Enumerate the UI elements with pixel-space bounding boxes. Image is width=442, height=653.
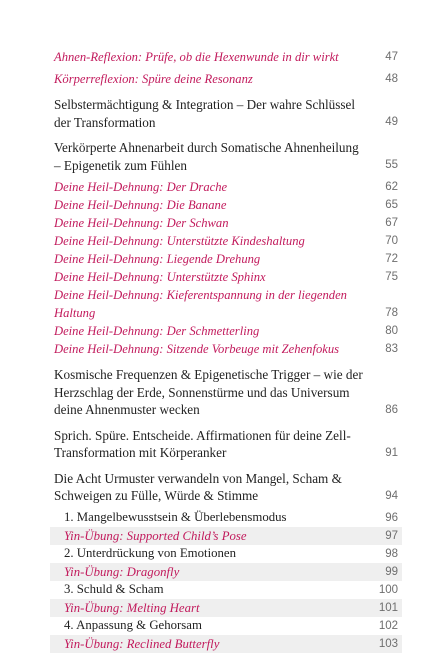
toc-entry-page: 101 <box>378 601 398 614</box>
toc-entry-page: 49 <box>385 116 398 128</box>
toc-entry-title: Körperreflexion: Spüre deine Resonanz <box>54 72 253 86</box>
toc-entry-title: Deine Heil-Dehnung: Die Banane <box>54 198 227 212</box>
toc-entry-title: Yin-Übung: Dragonfly <box>64 564 180 579</box>
toc-entry-title: Deine Heil-Dehnung: Unterstützte Sphinx <box>54 270 266 284</box>
toc-entry[interactable] <box>54 340 398 358</box>
toc-entry-title: Yin-Übung: Reclined Butterfly <box>64 636 220 651</box>
toc-entry[interactable] <box>54 70 398 88</box>
toc-entry[interactable] <box>54 178 398 196</box>
toc-entry-page: 72 <box>385 253 398 265</box>
toc-entry-page: 67 <box>385 217 398 229</box>
toc-entry-title: Deine Heil-Dehnung: Der Schwan <box>54 216 229 230</box>
toc-entry[interactable] <box>50 635 402 653</box>
toc-entry-title: Verkörperte Ahnenarbeit durch Somatische Ahnenheilung – Epigenetik zum Fühlen <box>54 140 359 173</box>
toc-entry-title: 2. Unterdrückung von Emotionen <box>64 546 237 560</box>
toc-entry[interactable] <box>54 470 398 505</box>
toc-entry[interactable] <box>50 599 402 617</box>
toc-entry-page: 103 <box>378 637 398 650</box>
toc-entry[interactable] <box>54 214 398 232</box>
toc-entry-title: Selbstermächtigung & Integration – Der wahre Schlüssel der Transformation <box>54 97 356 130</box>
toc-entry-page: 86 <box>385 403 398 416</box>
toc-entry[interactable] <box>50 563 402 581</box>
toc-entry[interactable] <box>54 96 398 131</box>
toc-entry-title: Yin-Übung: Supported Child’s Pose <box>64 528 247 543</box>
toc-entry[interactable] <box>54 617 398 635</box>
toc-entry[interactable] <box>54 509 398 527</box>
toc-entry[interactable] <box>54 232 398 250</box>
toc-entry[interactable] <box>54 196 398 214</box>
toc-entry[interactable] <box>54 268 398 286</box>
toc-entry-page: 96 <box>385 511 398 524</box>
toc-entry-title: Deine Heil-Dehnung: Sitzende Vorbeuge mit Zehenfokus <box>54 342 340 356</box>
toc-entry-page: 78 <box>385 307 398 319</box>
toc-entry-page: 75 <box>385 271 398 283</box>
toc-entry-title: Kosmische Frequenzen & Epigenetische Trigger – wie der Herzschlag der Erde, Sonnenstürme und das Universum deine Ahnenmuster wecken <box>54 367 363 417</box>
toc-entry[interactable] <box>54 48 398 66</box>
table-of-contents <box>54 48 398 653</box>
toc-entry-title: 4. Anpassung & Gehorsam <box>64 618 202 632</box>
toc-entry[interactable] <box>54 250 398 268</box>
toc-entry-page: 47 <box>385 51 398 63</box>
toc-entry-title: Yin-Übung: Melting Heart <box>64 600 200 615</box>
toc-entry-page: 62 <box>385 181 398 193</box>
toc-entry-page: 98 <box>385 547 398 560</box>
toc-entry-page: 65 <box>385 199 398 211</box>
toc-entry-title: Deine Heil-Dehnung: Liegende Drehung <box>54 252 261 266</box>
toc-entry[interactable] <box>54 427 398 462</box>
toc-entry-page: 91 <box>385 446 398 459</box>
toc-entry-page: 83 <box>385 343 398 355</box>
toc-entry-title: Ahnen-Reflexion: Prüfe, ob die Hexenwunde in dir wirkt <box>54 50 339 64</box>
toc-entry-title: 3. Schuld & Scham <box>64 582 164 596</box>
toc-entry-page: 70 <box>385 235 398 247</box>
toc-entry[interactable] <box>54 322 398 340</box>
toc-entry-page: 48 <box>385 73 398 85</box>
toc-entry[interactable] <box>54 581 398 599</box>
toc-entry-title: Deine Heil-Dehnung: Unterstützte Kindeshaltung <box>54 234 305 248</box>
toc-entry[interactable] <box>50 527 402 545</box>
toc-entry[interactable] <box>54 366 398 419</box>
toc-entry-title: Sprich. Spüre. Entscheide. Affirmationen für deine Zell-Transformation mit Körperanker <box>54 427 351 460</box>
toc-entry[interactable] <box>54 139 398 174</box>
toc-entry[interactable] <box>54 545 398 563</box>
toc-entry-page: 80 <box>385 325 398 337</box>
toc-entry[interactable] <box>54 286 398 322</box>
toc-entry-title: Deine Heil-Dehnung: Kieferentspannung in der liegenden Haltung <box>54 288 347 320</box>
toc-entry-page: 94 <box>385 489 398 502</box>
toc-entry-title: Deine Heil-Dehnung: Der Schmetterling <box>54 324 260 338</box>
toc-entry-title: 1. Mangelbewusstsein & Überlebensmodus <box>64 510 287 524</box>
toc-entry-page: 99 <box>385 565 398 578</box>
toc-entry-page: 102 <box>378 619 398 632</box>
toc-entry-page: 55 <box>385 159 398 171</box>
toc-entry-title: Die Acht Urmuster verwandeln von Mangel, Scham & Schweigen zu Fülle, Würde & Stimme <box>54 470 342 503</box>
toc-entry-page: 100 <box>378 583 398 596</box>
toc-entry-page: 97 <box>385 529 398 542</box>
toc-entry-title: Deine Heil-Dehnung: Der Drache <box>54 180 228 194</box>
